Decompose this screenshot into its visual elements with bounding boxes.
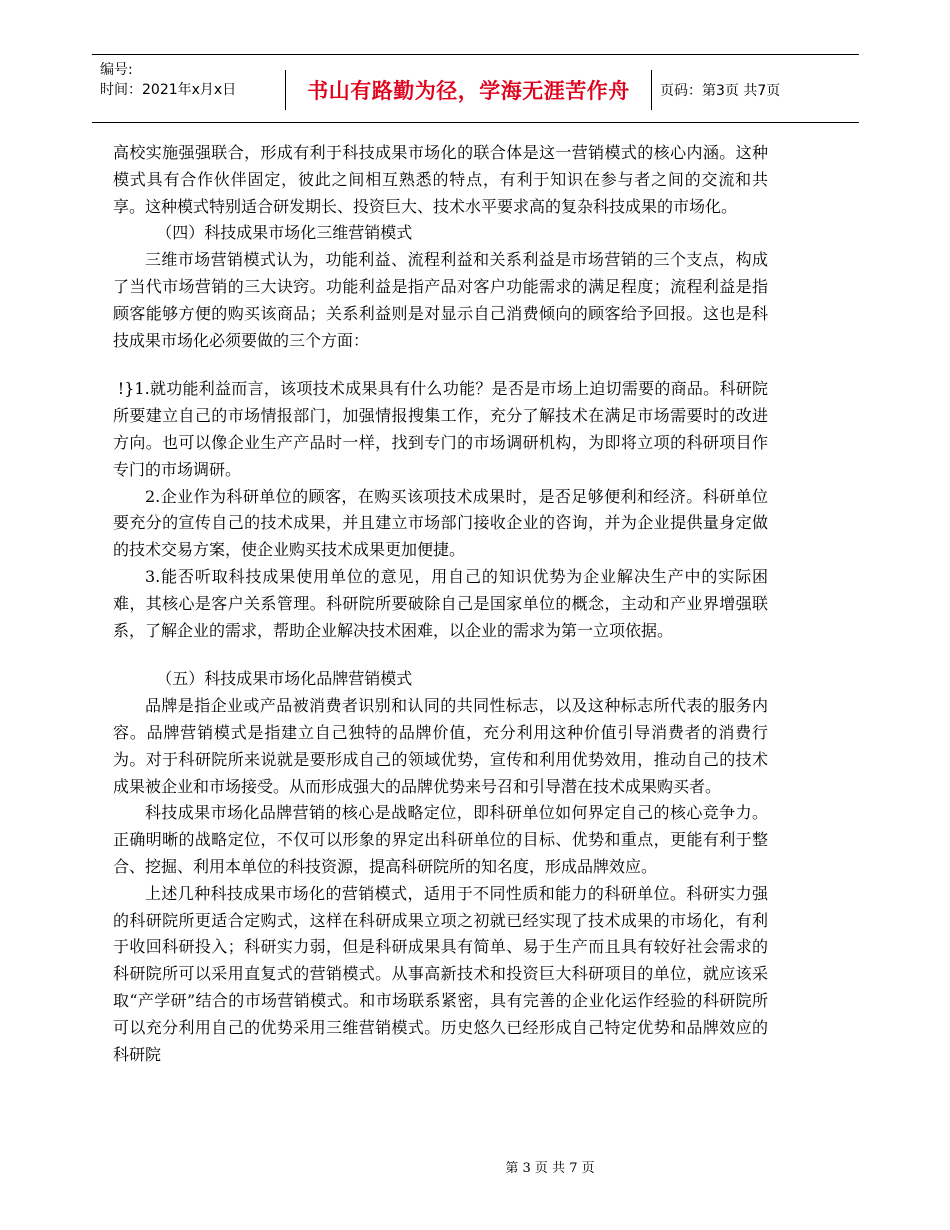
paragraph: 品牌是指企业或产品被消费者识别和认同的共同性标志，以及这种标志所代表的服务内容。品牌营销模式是指建立自己独特的品牌价值，充分利用这种价值引导消费者的消费行为。对于科研院所来说就是要形成自己的领域优势，宣传和利用优势效用，推动自己的技术成果被企业和市场接受。从而形成强大的品牌优势来号召和引导潜在技术成果购买者。 <box>113 696 768 796</box>
spacer <box>113 644 768 666</box>
paragraph-point-3: 3.能否听取科技成果使用单位的意见，用自己的知识优势为企业解决生产中的实际困难，其核心是客户关系管理。科研院所要破除自己是国家单位的概念，主动和产业界增强联系，了解企业的需求，帮助企业解决技术困难，以企业的需求为第一立项依据。 <box>113 566 768 640</box>
paragraph-point-2: 2.企业作为科研单位的顾客，在购买该项技术成果时，是否足够便利和经济。科研单位要充分的宣传自己的技术成果，并且建立市场部门接收企业的咨询，并为企业提供量身定做的技术交易方案，使企业购买技术成果更加便捷。 <box>113 486 768 560</box>
time-label: 时间：2021年x月x日 <box>100 82 237 98</box>
doc-number-label: 编号: <box>100 62 133 78</box>
paragraph: 高校实施强强联合，形成有利于科技成果市场化的联合体是这一营销模式的核心内涵。这种模式具有合作伙伴固定，彼此之间相互熟悉的特点，有利于知识在参与者之间的交流和共享。这种模式特别适合研发期长、投资巨大、技术水平要求高的复杂科技成果的市场化。 <box>113 143 768 216</box>
spacer <box>113 354 768 376</box>
document-body <box>113 140 768 1068</box>
section-heading-5: （五）科技成果市场化品牌营销模式 <box>156 669 413 689</box>
header-left-block <box>100 60 280 100</box>
paragraph: 三维市场营销模式认为，功能利益、流程利益和关系利益是市场营销的三个支点，构成了当代市场营销的三大诀窍。功能利益是指产品对客户功能需求的满足程度；流程利益是指顾客能够方便的购买该商品；关系利益则是对显示自己消费倾向的顾客给予回报。这也是科技成果市场化必须要做的三个方面： <box>113 250 768 350</box>
paragraph-point-1: !}1.就功能利益而言，该项技术成果具有什么功能？是否是市场上迫切需要的商品。科研院所要建立自己的市场情报部门，加强情报搜集工作，充分了解技术在满足市场需要时的改进方向。也可以像企业生产产品时一样，找到专门的市场调研机构，为即将立项的科研项目作专门的市场调研。 <box>113 379 768 479</box>
header-motto: 书山有路勤为径，学海无涯苦作舟 <box>285 70 652 110</box>
header-page-info: 页码：第3页 共7页 <box>660 83 781 99</box>
header-bottom-rule <box>92 122 859 123</box>
footer-page-number: 第 3 页 共 7 页 <box>505 1161 595 1176</box>
paragraph: 上述几种科技成果市场化的营销模式，适用于不同性质和能力的科研单位。科研实力强的科研院所更适合定购式，这样在科研成果立项之初就已经实现了技术成果的市场化，有利于收回科研投入；科研实力弱，但是科研成果具有简单、易于生产而且具有较好社会需求的科研院所可以采用直复式的营销模式。从事高新技术和投资巨大科研项目的单位，就应该采取“产学研”结合的市场营销模式。和市场联系紧密，具有完善的企业化运作经验的科研院所可以充分利用自己的优势采用三维营销模式。历史悠久已经形成自己特定优势和品牌效应的科研院 <box>113 883 768 1064</box>
paragraph: 科技成果市场化品牌营销的核心是战略定位，即科研单位如何界定自己的核心竞争力。正确明晰的战略定位，不仅可以形象的界定出科研单位的目标、优势和重点，更能有利于整合、挖掘、利用本单位的科技资源，提高科研院所的知名度，形成品牌效应。 <box>113 803 768 876</box>
section-heading-4: （四）科技成果市场化三维营销模式 <box>156 223 413 243</box>
header-top-rule <box>92 54 859 55</box>
